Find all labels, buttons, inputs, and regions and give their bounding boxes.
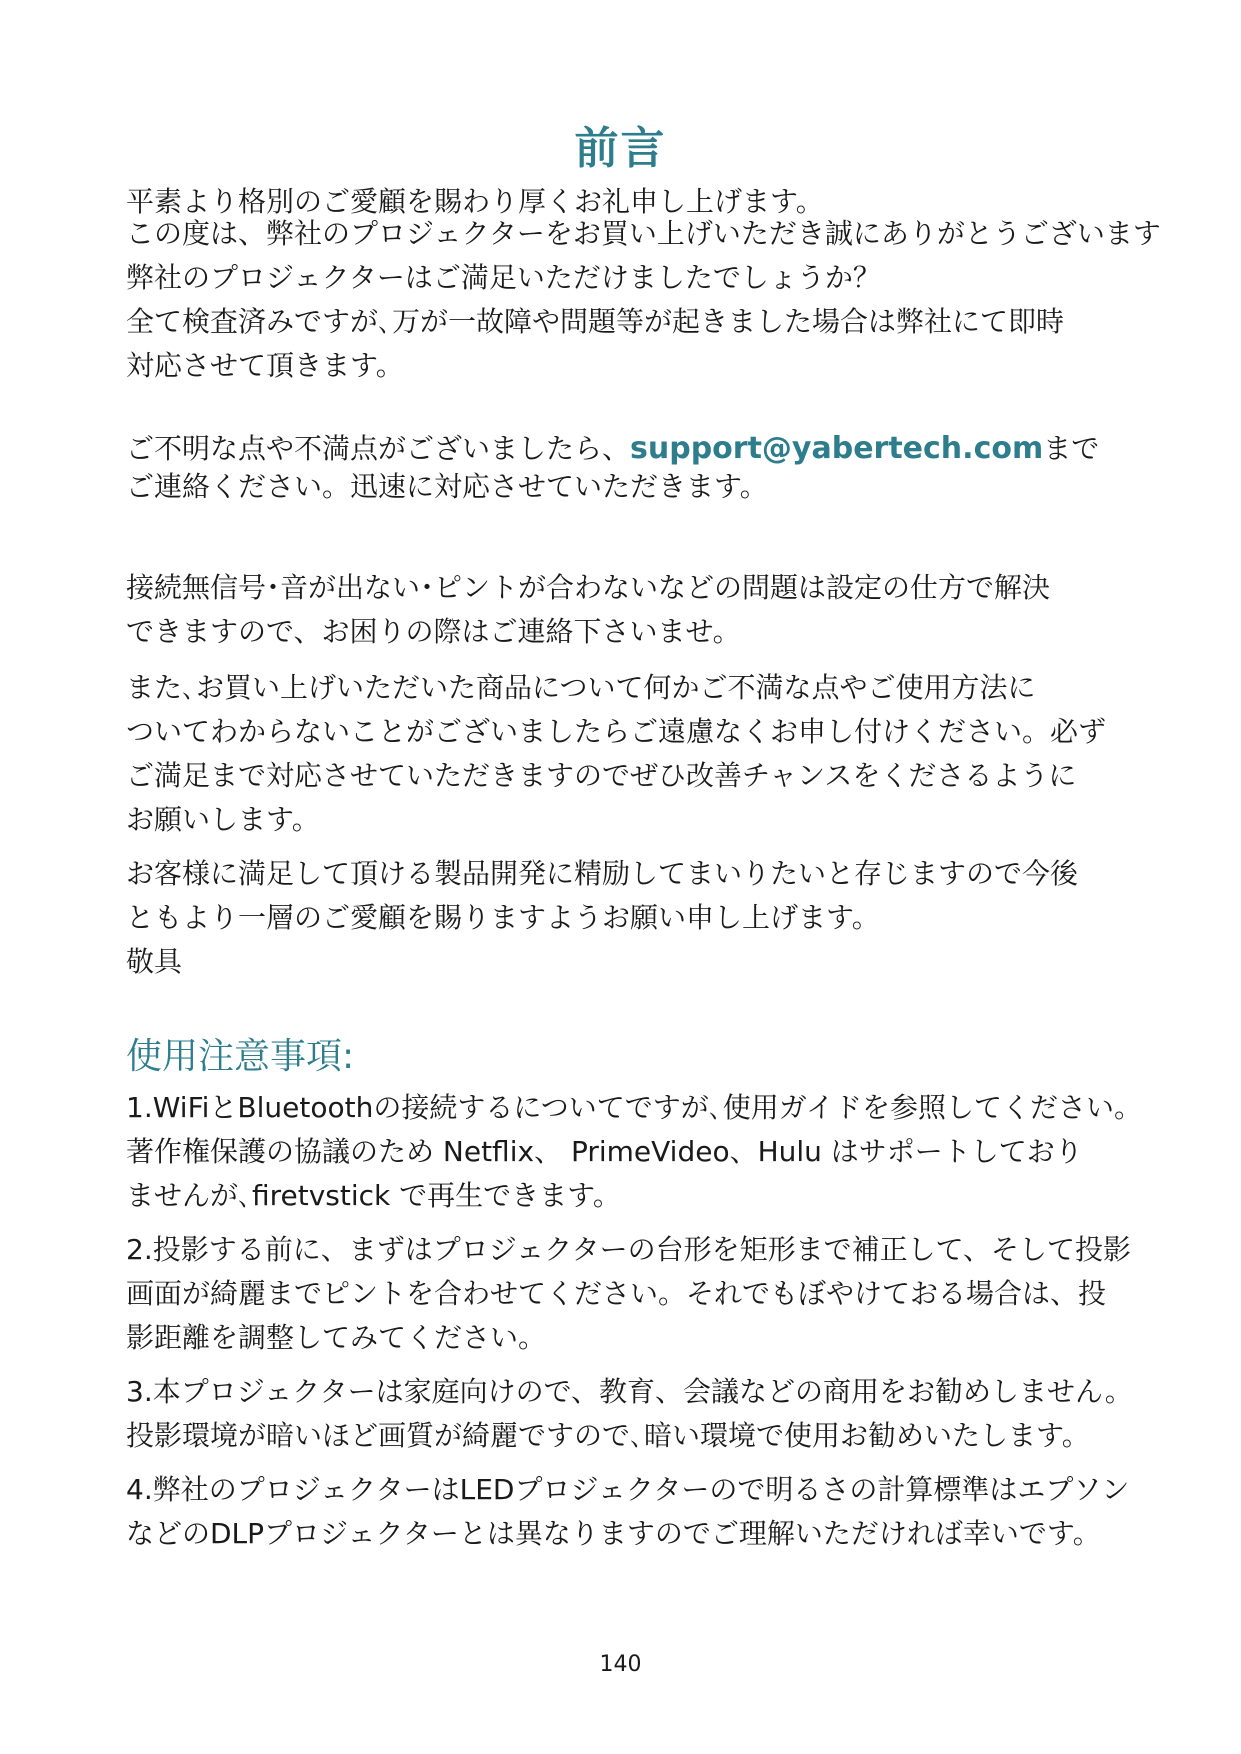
paragraph-line: ともより一層のご愛顧を賜りますようお願い申し上げます。 <box>126 901 880 934</box>
closing-word: 敬具 <box>126 945 183 978</box>
note-line: 4.弊社のプロジェクターはLEDプロジェクターので明るさの計算標準はエプソン <box>126 1473 1130 1506</box>
contact-line-2: ご連絡ください。迅速に対応させていただきます。 <box>126 470 768 503</box>
support-email-link[interactable]: support@yabertech.com <box>630 431 1044 466</box>
paragraph-line: ご満足まで対応させていただきますのでぜひ改善チャンスをくださるように <box>126 759 1077 792</box>
note-line: 2.投影する前に、まずはプロジェクターの台形を矩形まで補正して、そして投影 <box>126 1233 1132 1266</box>
paragraph-line: この度は、弊社のプロジェクターをお買い上げいただき誠にありがとうございます <box>126 217 1161 250</box>
note-4 <box>126 1468 1206 1556</box>
contact-paragraph <box>126 430 1206 506</box>
contact-text: ご不明な点や不満点がございましたら、 <box>126 432 631 465</box>
page-number: 140 <box>599 1652 642 1677</box>
intro-paragraph-5 <box>126 666 1206 842</box>
note-3 <box>126 1370 1206 1458</box>
paragraph-line: また､お買い上げいただいた商品について何かご不満な点やご使用方法に <box>126 671 1036 704</box>
paragraph-line: 全て検査済みですが､万が一故障や問題等が起きました場合は弊社にて即時 <box>126 305 1065 338</box>
note-line: 著作権保護の協議のため Netflix、 PrimeVideo、Hulu はサポートしており <box>126 1135 1083 1168</box>
paragraph-line: 弊社のプロジェクターはご満足いただけましたでしょうか？ <box>126 261 881 294</box>
contact-text-after: まで <box>1043 432 1100 465</box>
note-line: 投影環境が暗いほど画質が綺麗ですので､暗い環境で使用お勧めいたします。 <box>126 1419 1090 1452</box>
page-title: 前言 <box>574 123 667 174</box>
note-2 <box>126 1228 1206 1360</box>
paragraph-line: お願いします。 <box>126 803 320 836</box>
note-line: 3.本プロジェクターは家庭向けので、教育、会議などの商用をお勧めしません。 <box>126 1375 1133 1408</box>
note-line: 1.WiFiとBluetoothの接続するについてですが､使用ガイドを参照してください。 <box>126 1091 1142 1124</box>
intro-paragraph-6 <box>126 852 1206 984</box>
intro-greeting-line: 平素より格別のご愛顧を賜わり厚くお礼申し上げます。 <box>126 185 824 218</box>
paragraph-line: 対応させて頂きます。 <box>126 349 404 382</box>
paragraph-line: 接続無信号･音が出ない･ピントが合わないなどの問題は設定の仕方で解決 <box>126 571 1051 604</box>
usage-notes-heading: 使用注意事項: <box>126 1036 355 1077</box>
contact-line <box>126 430 1206 468</box>
paragraph-line: お客様に満足して頂ける製品開発に精励してまいりたいと存じますので今後 <box>126 857 1079 890</box>
intro-paragraph-4 <box>126 566 1206 654</box>
intro-paragraph-2 <box>126 212 1206 388</box>
paragraph-line: できますので、お困りの際はご連絡下さいませ。 <box>126 615 741 648</box>
note-line: 影距離を調整してみてください。 <box>126 1321 547 1354</box>
paragraph-line: ついてわからないことがございましたらご遠慮なくお申し付けください。必ず <box>126 715 1107 748</box>
note-line: 画面が綺麗までピントを合わせてください。それでもぼやけておる場合は、投 <box>126 1277 1107 1310</box>
note-line: などのDLPプロジェクターとは異なりますのでご理解いただければ幸いです。 <box>126 1517 1101 1550</box>
note-1 <box>126 1086 1206 1218</box>
note-line: ませんが､firetvstick で再生できます。 <box>126 1179 621 1212</box>
